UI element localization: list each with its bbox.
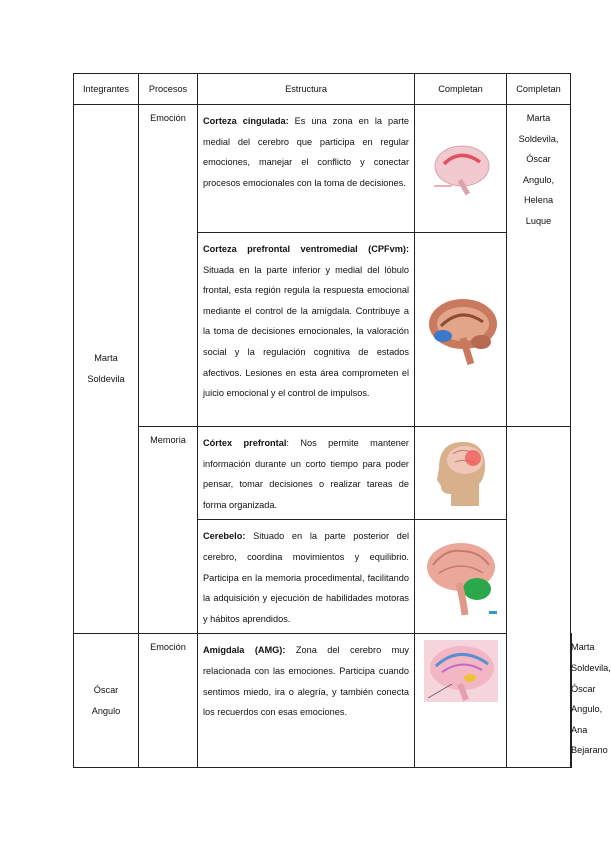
brain-structures-table xyxy=(73,73,611,768)
structure-description: Amígdala (AMG): Zona del cerebro muy relacionada con las emociones. Participa cuando sentimos miedo, ira o alegría, y también conecta los recuerdos con esas emociones. xyxy=(198,634,415,768)
completed-by-cell: Marta Soldevila, Óscar Angulo, Ana Bejarano xyxy=(571,634,572,768)
header-completan-image: Completan xyxy=(415,74,507,105)
structure-description: Cerebelo: Situado en la parte posterior del cerebro, coordina movimientos y equilibrio. Participa en la memoria procedimental, facilitando la adquisición y ejecución de habilidades motoras y hábitos aprendidos. xyxy=(198,520,415,634)
completed-by-cell: Marta Soldevila, Óscar Angulo, Helena Luque xyxy=(507,105,571,427)
amygdala-image xyxy=(415,634,507,768)
table-row xyxy=(74,634,572,768)
table-row xyxy=(74,105,572,233)
process-emocion: Emoción xyxy=(139,105,198,427)
process-memoria: Memoria xyxy=(139,427,198,634)
cingulate-cortex-image xyxy=(415,105,507,233)
header-completan-names: Completan xyxy=(507,74,571,105)
cerebellum-image xyxy=(415,520,507,634)
structure-description: Corteza cingulada: Es una zona en la parte medial del cerebro que participa en regular emociones, manejar el conflicto y conectar procesos emocionales con la toma de decisiones. xyxy=(198,105,415,233)
member-cell: Marta Soldevila xyxy=(74,105,139,634)
process-emocion: Emoción xyxy=(139,634,198,768)
header-estructura: Estructura xyxy=(198,74,415,105)
structure-description: Córtex prefrontal: Nos permite mantener información durante un corto tiempo para poder pensar, tomar decisiones o realizar tareas de forma organizada. xyxy=(198,427,415,520)
header-row xyxy=(74,74,572,105)
prefrontal-head-image xyxy=(415,427,507,520)
header-procesos: Procesos xyxy=(139,74,198,105)
header-integrantes: Integrantes xyxy=(74,74,139,105)
member-cell: Óscar Angulo xyxy=(74,634,139,768)
completed-by-empty xyxy=(507,427,571,768)
vmpfc-image xyxy=(415,233,507,427)
table-row xyxy=(74,427,572,520)
structure-description: Corteza prefrontal ventromedial (CPFvm): Situada en la parte inferior y medial del lóbulo frontal, esta región regula la respuesta emocional mediante el control de la amígdala. Contribuye a la toma de decisiones emocionales, la valoración social y la regulación cognitiva de estados afectivos. Lesiones en esta área comprometen el juicio emocional y el control de impulsos. xyxy=(198,233,415,427)
